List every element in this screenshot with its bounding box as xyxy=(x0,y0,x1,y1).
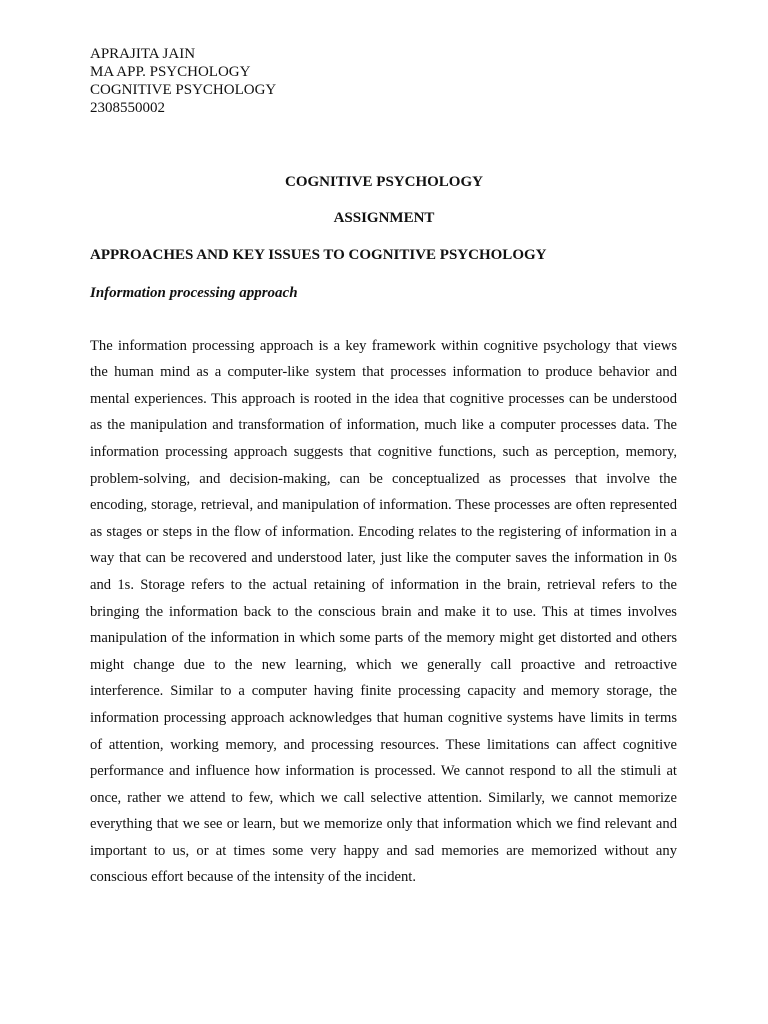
document-title: COGNITIVE PSYCHOLOGY xyxy=(285,174,483,190)
student-id: 2308550002 xyxy=(90,100,165,116)
author-name: APRAJITA JAIN xyxy=(90,46,196,62)
body-paragraph: The information processing approach is a key framework within cognitive psychology that views the human mind as a computer-like system that processes information to produce behavior and mental experiences. This approach is rooted in the idea that cognitive processes can be understood as the manipulation and transformation of information, much like a computer processes data. The information processing approach suggests that cognitive functions, such as perception, memory, problem-solving, and decision-making, can be conceptualized as processes that involve the encoding, storage, retrieval, and manipulation of information. These processes are often represented as stages or steps in the flow of information. Encoding relates to the registering of information in a way that can be recovered and understood later, just like the computer saves the information in 0s and 1s. Storage refers to the actual retaining of information in the brain, retrieval refers to the bringing the information back to the conscious brain and make it to use. This at times involves manipulation of the information in which some parts of the memory might get distorted and others might change due to the new learning, which we generally call proactive and retroactive interference. Similar to a computer having finite processing capacity and memory storage, the information processing approach acknowledges that human cognitive systems have limits in terms of attention, working memory, and processing resources. These limitations can affect cognitive performance and influence how information is processed. We cannot respond to all the stimuli at once, rather we attend to few, which we call selective attention. Similarly, we cannot memorize everything that we see or learn, but we memorize only that information which we find relevant and important to us, or at times some very happy and sad memories are memorized without any conscious effort because of the intensity of the incident. xyxy=(90,337,677,886)
section-subheading: Information processing approach xyxy=(90,285,298,301)
author-header xyxy=(90,45,276,117)
course-name: COGNITIVE PSYCHOLOGY xyxy=(90,82,277,98)
section-heading: APPROACHES AND KEY ISSUES TO COGNITIVE PSYCHOLOGY xyxy=(90,247,547,263)
program-name: MA APP. PSYCHOLOGY xyxy=(90,64,251,80)
assignment-title: ASSIGNMENT xyxy=(333,210,435,226)
